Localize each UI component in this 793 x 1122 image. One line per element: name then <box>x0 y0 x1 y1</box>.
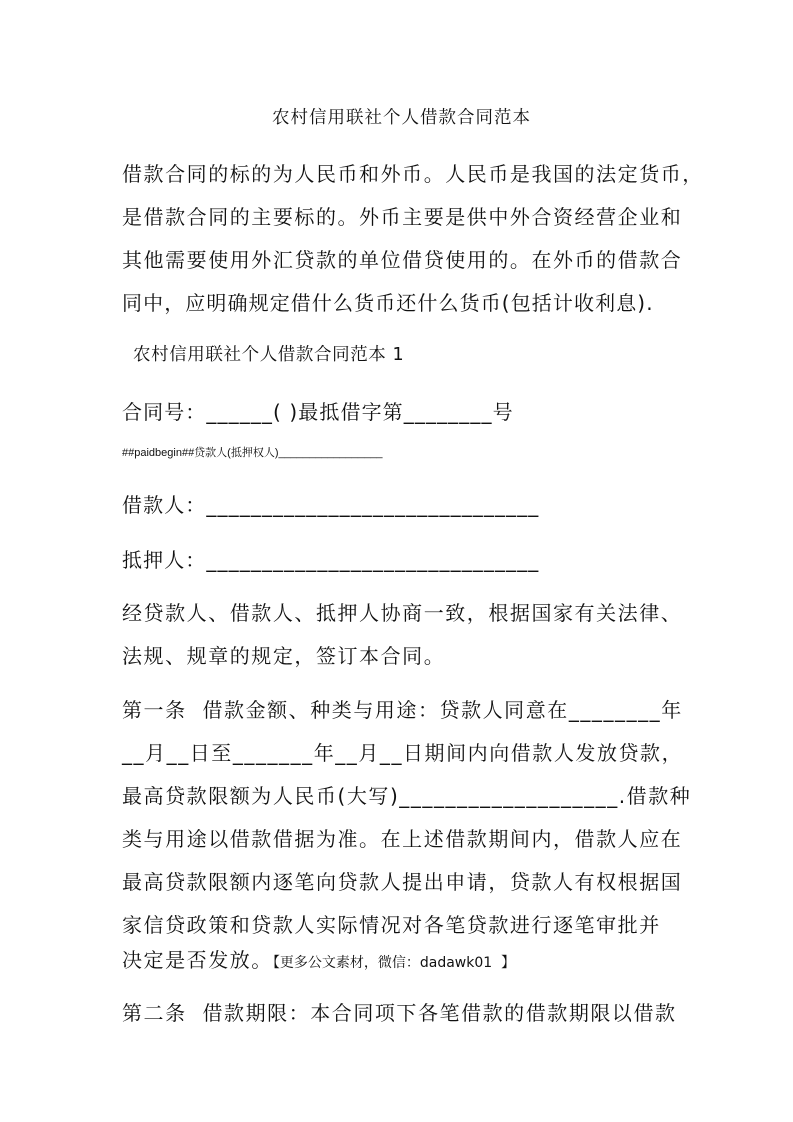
document-title: 农村信用联社个人借款合同范本 <box>272 108 531 128</box>
intro-line-2: 是借款合同的主要标的。外币主要是供中外合资经营企业和 <box>122 205 683 229</box>
article1-line-4: 类与用途以借款借据为准。在上述借款期间内，借款人应在 <box>122 827 683 851</box>
contract-number-line: 合同号：______( )最抵借字第________号 <box>122 400 514 424</box>
article1-line-2: __月__日至_______年__月__日期间内向借款人发放贷款， <box>122 741 684 765</box>
article1-line-1: 第一条 借款金额、种类与用途：贷款人同意在________年 <box>122 698 683 722</box>
article1-line-6: 家信贷政策和贷款人实际情况对各笔贷款进行逐笔审批并 <box>122 913 661 937</box>
article1-last-text: 决定是否发放。 <box>122 948 273 972</box>
promo-text: 【更多公文素材，微信：dadawk01 】 <box>272 955 516 971</box>
intro-line-3: 其他需要使用外汇贷款的单位借贷使用的。在外币的借款合 <box>122 248 683 272</box>
article1-line-7 <box>122 944 515 973</box>
article1-line-3: 最高贷款限额为人民币(大写)___________________.借款种 <box>122 784 692 808</box>
agreement-line-1: 经贷款人、借款人、抵押人协商一致，根据国家有关法律、 <box>122 601 683 625</box>
borrower-line: 借款人：______________________________ <box>122 493 540 517</box>
article1-line-5: 最高贷款限额内逐笔向贷款人提出申请，贷款人有权根据国 <box>122 870 683 894</box>
agreement-line-2: 法规、规章的规定，签订本合同。 <box>122 644 446 668</box>
paid-marker-line: ##paidbegin##贷款人(抵押权人)_________________ <box>122 447 383 459</box>
article2-line-1: 第二条 借款期限：本合同项下各笔借款的借款期限以借款 <box>122 1001 677 1025</box>
mortgagor-line: 抵押人：______________________________ <box>122 548 540 572</box>
section-subtitle: 农村信用联社个人借款合同范本 1 <box>133 345 405 365</box>
intro-line-1: 借款合同的标的为人民币和外币。人民币是我国的法定货币， <box>122 162 704 186</box>
intro-line-4: 同中，应明确规定借什么货币还什么货币(包括计收利息). <box>122 291 654 315</box>
